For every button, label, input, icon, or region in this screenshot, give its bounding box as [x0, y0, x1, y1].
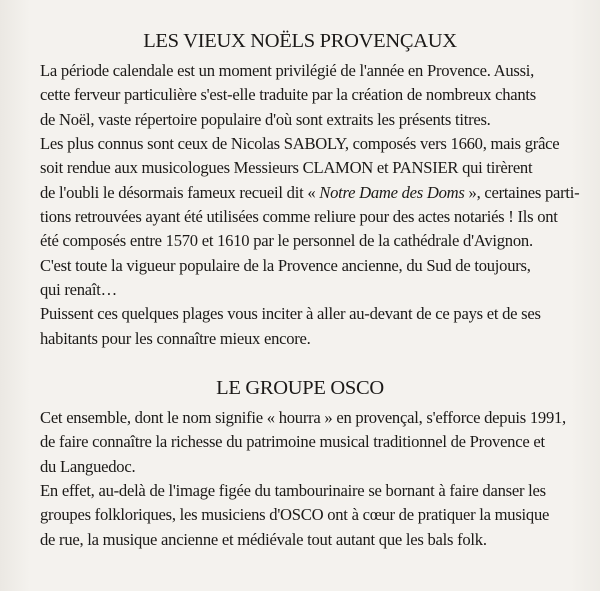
text-line: du Languedoc. — [40, 456, 136, 476]
text-segment: de l'oubli le désormais fameux recueil dit « — [40, 182, 320, 202]
text-line: Puissent ces quelques plages vous inciter à aller au-devant de ce pays et de ses — [40, 304, 541, 324]
text-line: de Noël, vaste répertoire populaire d'où sont extraits les présents titres. — [40, 109, 491, 129]
section-title-groupe-osco: LE GROUPE OSCO — [216, 377, 384, 399]
text-line: cette ferveur particulière s'est-elle traduite par la création de nombreux chants — [40, 85, 536, 105]
text-line: qui renaît… — [40, 280, 117, 300]
text-line: été composés entre 1570 et 1610 par le personnel de la cathédrale d'Avignon. — [40, 231, 533, 251]
text-line: soit rendue aux musicologues Messieurs CLAMON et PANSIER qui tirèrent — [40, 158, 533, 178]
book-title-italic: Notre Dame des Doms — [319, 182, 465, 202]
text-line: C'est toute la vigueur populaire de la Provence ancienne, du Sud de toujours, — [40, 255, 531, 275]
text-line: habitants pour les connaître mieux encore. — [40, 328, 311, 348]
text-line: de rue, la musique ancienne et médiévale tout autant que les bals folk. — [40, 529, 487, 549]
text-segment: », certaines parti- — [464, 182, 580, 202]
text-line: Les plus connus sont ceux de Nicolas SABOLY, composés vers 1660, mais grâce — [40, 134, 560, 154]
section-body-vieux-noels — [40, 59, 580, 351]
text-line: La période calendale est un moment privilégié de l'année en Provence. Aussi, — [40, 61, 535, 80]
text-line: de faire connaître la richesse du patrimoine musical traditionnel de Provence et — [40, 432, 545, 452]
text-line: Cet ensemble, dont le nom signifie « hourra » en provençal, s'efforce depuis 1991, — [40, 408, 566, 427]
text-line: tions retrouvées ayant été utilisées comme reliure pour des actes notariés ! Ils ont — [40, 207, 558, 227]
text-line: groupes folkloriques, les musiciens d'OSCO ont à cœur de pratiquer la musique — [40, 505, 550, 525]
text-line — [40, 181, 580, 205]
section-body-groupe-osco — [40, 406, 580, 552]
section-title-vieux-noels: LES VIEUX NOËLS PROVENÇAUX — [143, 30, 457, 52]
text-line: En effet, au-delà de l'image figée du tambourinaire se bornant à faire danser les — [40, 481, 546, 501]
